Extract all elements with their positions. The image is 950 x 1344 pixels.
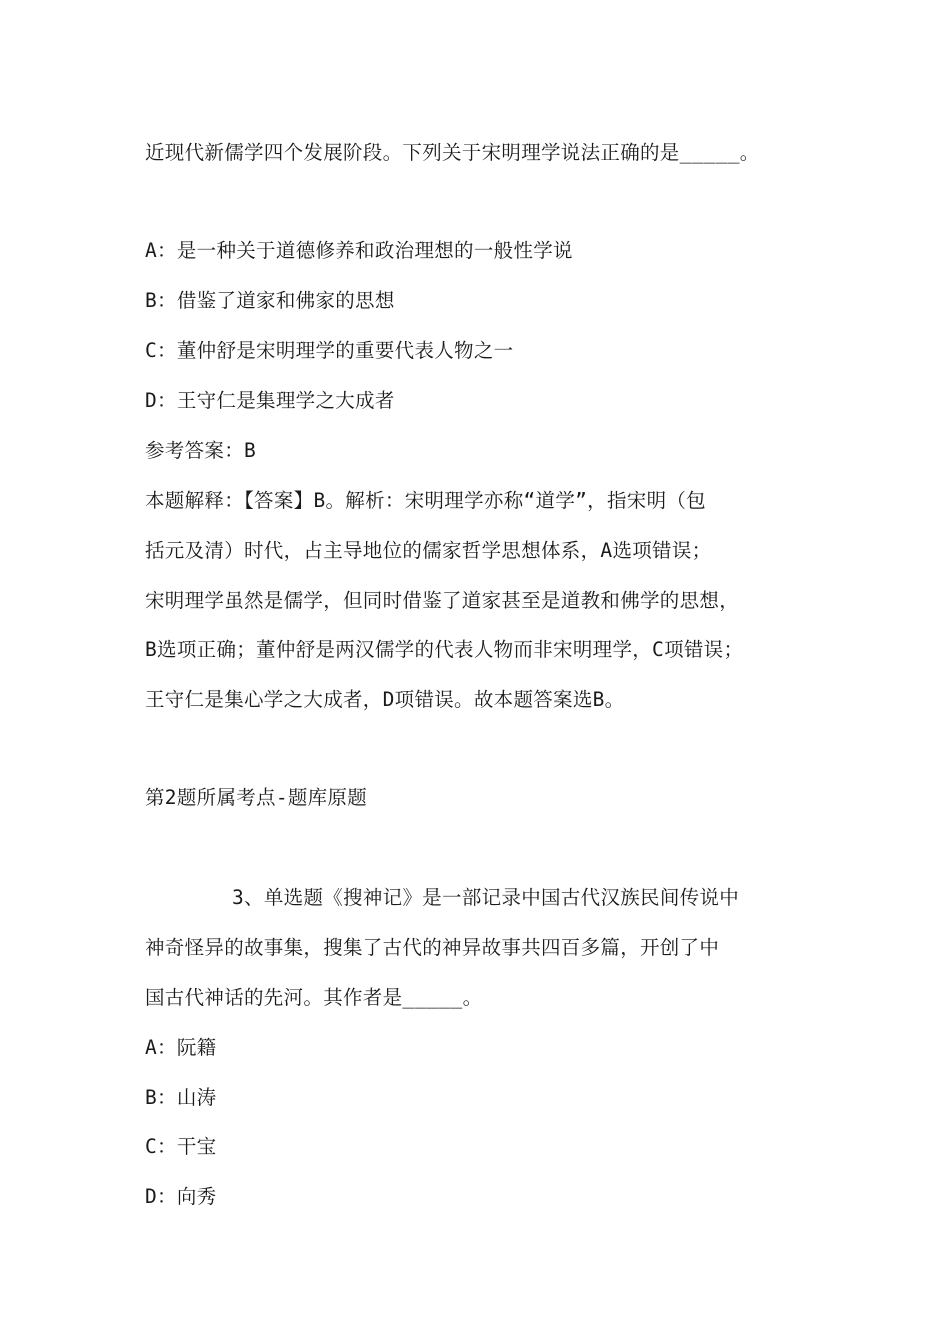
option-b: B：山涛 xyxy=(145,1086,217,1109)
reference-answer: 参考答案：B xyxy=(145,439,257,462)
explanation-line: B选项正确；董仲舒是两汉儒学的代表人物而非宋明理学，C项错误； xyxy=(145,638,744,661)
option-c: C：干宝 xyxy=(145,1135,217,1158)
explanation-line: 王守仁是集心学之大成者，D项错误。故本题答案选B。 xyxy=(145,688,625,711)
option-a: A：是一种关于道德修养和政治理想的一般性学说 xyxy=(145,239,573,262)
question-stem-tail: 近现代新儒学四个发展阶段。下列关于宋明理学说法正确的是_____。 xyxy=(145,141,760,164)
question-stem: 3、单选题《搜神记》是一部记录中国古代汉族民间传说中 xyxy=(232,886,740,909)
option-a: A：阮籍 xyxy=(145,1036,217,1059)
explanation-line: 宋明理学虽然是儒学，但同时借鉴了道家甚至是道教和佛学的思想， xyxy=(145,589,740,612)
option-d: D：向秀 xyxy=(145,1185,217,1208)
question-stem: 神奇怪异的故事集，搜集了古代的神异故事共四百多篇，开创了中 xyxy=(145,936,720,959)
option-b: B：借鉴了道家和佛家的思想 xyxy=(145,289,395,312)
section-label: 第2题所属考点-题库原题 xyxy=(145,786,368,809)
explanation-line: 本题解释：【答案】B。解析：宋明理学亦称“道学”，指宋明（包 xyxy=(145,489,706,512)
question-stem: 国古代神话的先河。其作者是_____。 xyxy=(145,986,483,1009)
explanation-line: 括元及清）时代，占主导地位的儒家哲学思想体系，A选项错误； xyxy=(145,539,712,562)
option-c: C：董仲舒是宋明理学的重要代表人物之一 xyxy=(145,339,514,362)
option-d: D：王守仁是集理学之大成者 xyxy=(145,389,395,412)
